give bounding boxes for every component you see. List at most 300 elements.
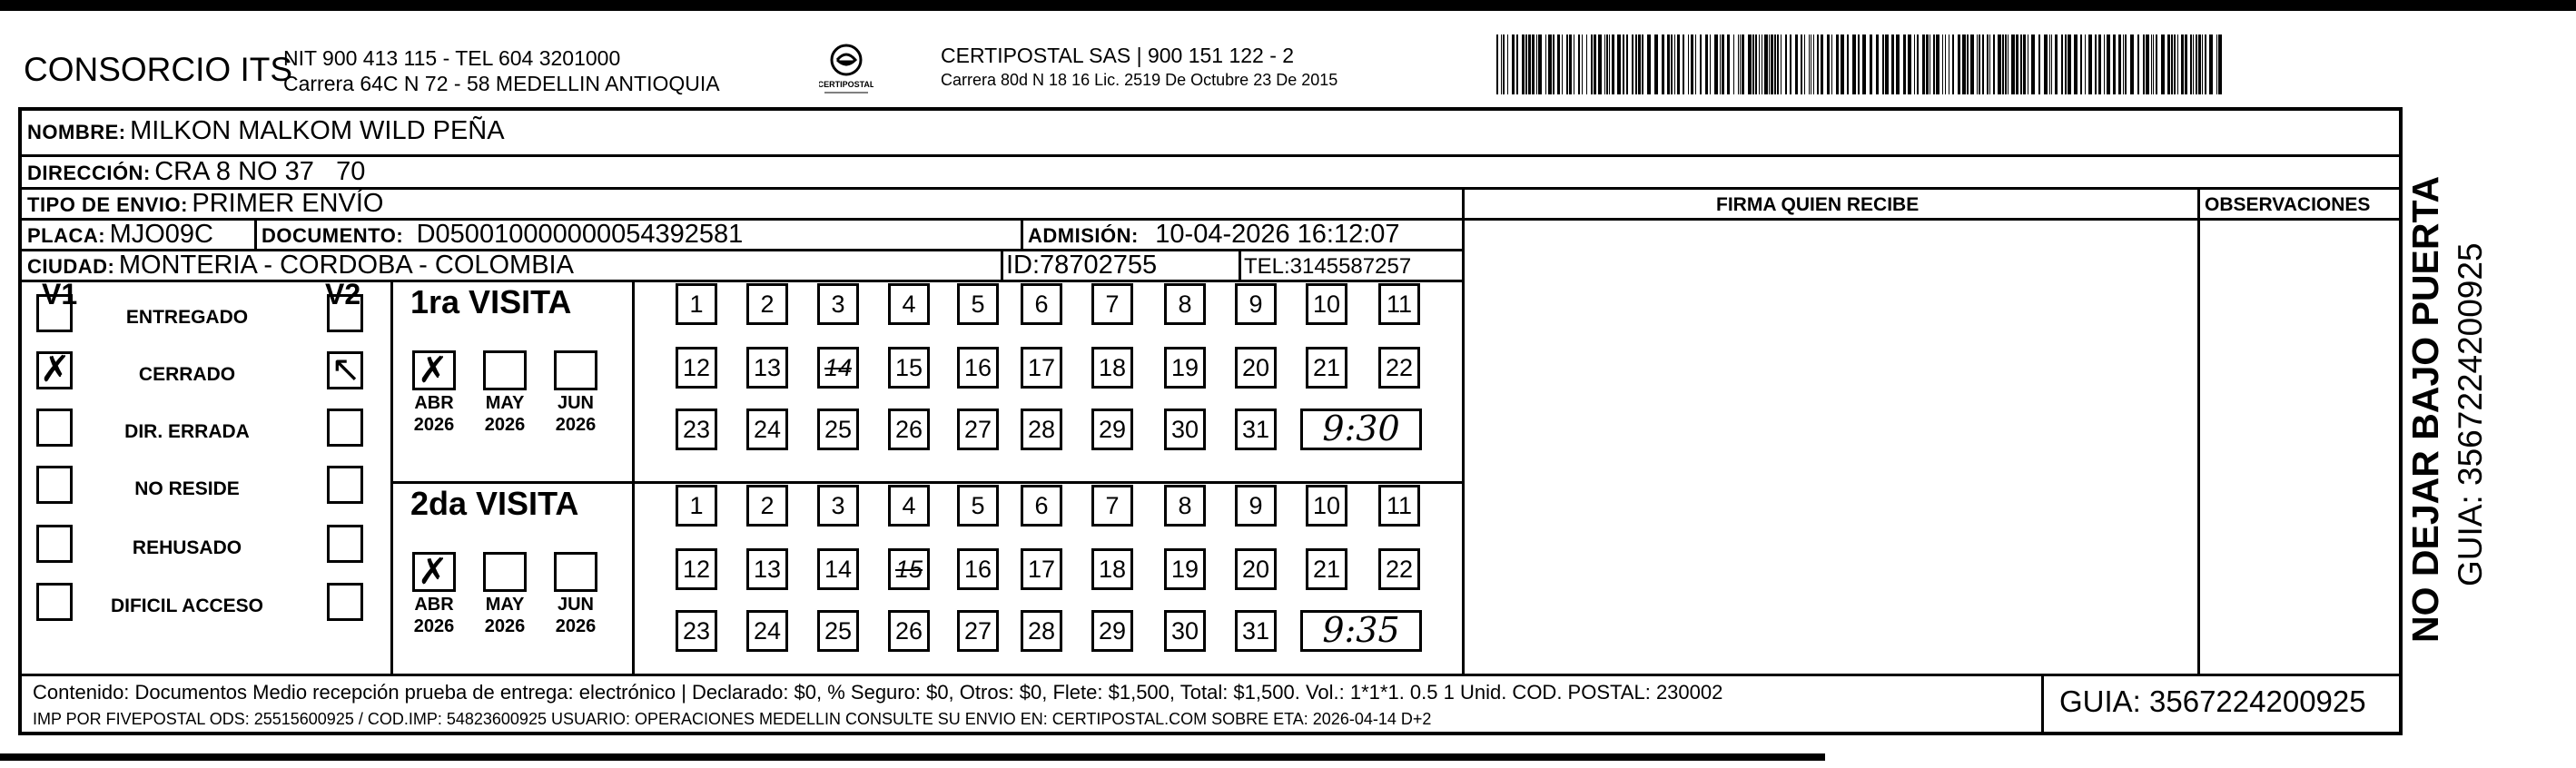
barcode-bar bbox=[1740, 34, 1741, 94]
day-box[interactable]: 19 bbox=[1164, 347, 1206, 389]
barcode-bar bbox=[1733, 34, 1734, 94]
barcode-bar bbox=[1516, 34, 1518, 94]
ciudad-label: CIUDAD: bbox=[27, 255, 115, 278]
barcode-bar bbox=[1958, 34, 1960, 94]
barcode-bar bbox=[1764, 34, 1768, 94]
barcode-bar bbox=[1594, 34, 1596, 94]
barcode-bar bbox=[1569, 34, 1572, 94]
documento-field bbox=[262, 220, 743, 250]
barcode-bar bbox=[1962, 34, 1966, 94]
barcode-bar bbox=[1545, 34, 1546, 94]
month-label bbox=[407, 392, 461, 436]
day-box[interactable]: 28 bbox=[1021, 409, 1062, 450]
barcode-bar bbox=[1908, 34, 1911, 94]
day-box[interactable]: 20 bbox=[1235, 548, 1277, 590]
v2-checkbox[interactable] bbox=[327, 583, 363, 621]
barcode-bar bbox=[1582, 34, 1583, 94]
direccion-label: DIRECCIÓN: bbox=[27, 162, 151, 184]
tipo-envio-label: TIPO DE ENVIO: bbox=[27, 193, 188, 216]
day-box[interactable]: 19 bbox=[1164, 548, 1206, 590]
barcode-bar bbox=[1667, 34, 1670, 94]
barcode-bar bbox=[1662, 34, 1664, 94]
day-box[interactable]: 3 bbox=[817, 485, 859, 527]
certipostal-line2: Carrera 80d N 18 16 Lic. 2519 De Octubre 23 De 2015 bbox=[941, 71, 1338, 89]
barcode-bar bbox=[1742, 34, 1744, 94]
certipostal-logo bbox=[819, 42, 873, 98]
barcode-bar bbox=[1562, 34, 1563, 94]
barcode-bar bbox=[2125, 34, 2127, 94]
barcode-bar bbox=[1922, 34, 1925, 94]
day-box[interactable]: 21 bbox=[1306, 548, 1347, 590]
cell-divider bbox=[254, 218, 257, 249]
barcode-bar bbox=[2088, 34, 2092, 94]
barcode-bar bbox=[1979, 34, 1980, 94]
month-label bbox=[407, 594, 461, 637]
status-label: NO RESIDE bbox=[134, 478, 240, 499]
month-name: MAY bbox=[485, 393, 525, 413]
visit-title: 1ra VISITA bbox=[410, 283, 572, 320]
day-box[interactable]: 23 bbox=[676, 610, 717, 652]
barcode-bar bbox=[2002, 34, 2004, 94]
barcode-bar bbox=[1654, 34, 1658, 94]
v2-cerrado-mark: ↖ bbox=[331, 349, 361, 390]
barcode-bar bbox=[1795, 34, 1798, 94]
month-year: 2026 bbox=[555, 415, 597, 435]
month-name: JUN bbox=[557, 393, 594, 413]
month-label bbox=[478, 392, 532, 436]
barcode-bar bbox=[2074, 34, 2078, 94]
barcode-bar bbox=[1591, 34, 1593, 94]
barcode-bar bbox=[1933, 34, 1935, 94]
visit-time: 9:30 bbox=[1300, 409, 1422, 450]
day-box[interactable]: 4 bbox=[888, 485, 930, 527]
barcode-bar bbox=[2095, 34, 2097, 94]
barcode-bar bbox=[1695, 34, 1696, 94]
barcode-bar bbox=[1738, 34, 1739, 94]
v2-header: V2 bbox=[325, 278, 361, 310]
day-box[interactable]: 1 bbox=[676, 485, 717, 527]
admision-value: 10-04-2026 16:12:07 bbox=[1155, 220, 1400, 249]
barcode-bar bbox=[1891, 34, 1894, 94]
day-box[interactable]: 10 bbox=[1306, 485, 1347, 527]
barcode-bar bbox=[1503, 34, 1505, 94]
company-info bbox=[283, 45, 720, 96]
barcode-bar bbox=[1705, 34, 1708, 94]
documento-value: D050010000000054392581 bbox=[416, 220, 744, 249]
bottom-border-bar bbox=[0, 753, 1825, 761]
barcode-bar bbox=[1852, 34, 1856, 94]
day-box[interactable]: 27 bbox=[957, 610, 999, 652]
status-divider bbox=[390, 280, 393, 674]
month-checkbox[interactable] bbox=[554, 552, 597, 592]
barcode-bar bbox=[1677, 34, 1680, 94]
barcode-bar bbox=[1748, 34, 1752, 94]
barcode-bar bbox=[2153, 34, 2154, 94]
barcode-bar bbox=[2181, 34, 2184, 94]
barcode-bar bbox=[1683, 34, 1684, 94]
status-label: CERRADO bbox=[138, 364, 236, 385]
day-box[interactable]: 2 bbox=[746, 485, 788, 527]
barcode-bar bbox=[1858, 34, 1860, 94]
barcode-bar bbox=[1720, 34, 1721, 94]
barcode-bar bbox=[2209, 34, 2213, 94]
barcode-bar bbox=[1755, 34, 1757, 94]
barcode-bar bbox=[1777, 34, 1779, 94]
barcode-bar bbox=[1862, 34, 1866, 94]
barcode-bar bbox=[2038, 34, 2040, 94]
tipo-envio-value: PRIMER ENVÍO bbox=[192, 189, 384, 218]
month-label bbox=[548, 392, 603, 436]
barcode-bar bbox=[1598, 34, 1602, 94]
barcode-bar bbox=[2107, 34, 2110, 94]
day-box[interactable]: 24 bbox=[746, 610, 788, 652]
day-box[interactable]: 25 bbox=[817, 409, 859, 450]
barcode-bar bbox=[1977, 34, 1978, 94]
footer-guia: GUIA: 3567224200925 bbox=[2059, 684, 2366, 718]
barcode-bar bbox=[2023, 34, 2026, 94]
barcode-bar bbox=[2198, 34, 2201, 94]
barcode-bar bbox=[2118, 34, 2121, 94]
col-divider bbox=[2197, 187, 2200, 674]
barcode-bar bbox=[1507, 34, 1508, 94]
placa-label: PLACA: bbox=[27, 224, 106, 247]
barcode-bar bbox=[1817, 34, 1819, 94]
month-checkbox[interactable] bbox=[483, 552, 527, 592]
barcode-bar bbox=[1841, 34, 1844, 94]
month-label bbox=[548, 594, 603, 637]
day-box[interactable]: 18 bbox=[1091, 548, 1133, 590]
nit-line: NIT 900 413 115 - TEL 604 3201000 bbox=[283, 46, 621, 70]
barcode-bar bbox=[1952, 34, 1954, 94]
v2-checkbox[interactable] bbox=[327, 466, 363, 504]
cell-divider bbox=[1239, 249, 1241, 280]
placa-field bbox=[27, 220, 213, 250]
barcode-bar bbox=[1532, 34, 1535, 94]
barcode-bar bbox=[1771, 34, 1773, 94]
id-value: ID:78702755 bbox=[1006, 251, 1158, 280]
barcode-bar bbox=[1612, 34, 1614, 94]
day-box[interactable]: 17 bbox=[1021, 347, 1062, 389]
barcode-bar bbox=[1785, 34, 1787, 94]
firma-header: FIRMA QUIEN RECIBE bbox=[1716, 194, 1920, 215]
row-divider bbox=[1462, 218, 2399, 221]
top-border-bar bbox=[0, 0, 2576, 11]
barcode-bar bbox=[1727, 34, 1730, 94]
barcode-bar bbox=[1557, 34, 1560, 94]
barcode-bar bbox=[1528, 34, 1531, 94]
barcode-bar bbox=[1769, 34, 1770, 94]
barcode-bar bbox=[1945, 34, 1946, 94]
barcode-bar bbox=[2130, 34, 2134, 94]
placa-value: MJO09C bbox=[109, 220, 213, 249]
barcode-bar bbox=[1700, 34, 1702, 94]
day-box[interactable]: 31 bbox=[1235, 610, 1277, 652]
month-year: 2026 bbox=[484, 616, 526, 636]
month-mark: ✗ bbox=[418, 350, 449, 391]
barcode-bar bbox=[1606, 34, 1608, 94]
documento-label: DOCUMENTO: bbox=[262, 224, 404, 247]
day-box[interactable]: 15 bbox=[888, 347, 930, 389]
barcode-bar bbox=[1821, 34, 1823, 94]
direccion-field bbox=[27, 157, 365, 187]
row-divider bbox=[22, 154, 2399, 157]
barcode-bar bbox=[1688, 34, 1689, 94]
barcode-bar bbox=[1671, 34, 1673, 94]
barcode-bar bbox=[1635, 34, 1637, 94]
day-box[interactable]: 6 bbox=[1021, 485, 1062, 527]
barcode-bar bbox=[2161, 34, 2165, 94]
barcode-bar bbox=[2065, 34, 2067, 94]
day-box[interactable]: 25 bbox=[817, 610, 859, 652]
barcode-bar bbox=[2055, 34, 2058, 94]
barcode-bar bbox=[2005, 34, 2007, 94]
day-box[interactable]: 13 bbox=[746, 548, 788, 590]
nombre-value: MILKON MALKOM WILD PEÑA bbox=[130, 116, 505, 145]
day-box[interactable]: 4 bbox=[888, 283, 930, 325]
barcode-bar bbox=[2151, 34, 2152, 94]
barcode-bar bbox=[1525, 34, 1527, 94]
day-box[interactable]: 8 bbox=[1164, 485, 1206, 527]
status-label: ENTREGADO bbox=[125, 307, 249, 328]
barcode-bar bbox=[1638, 34, 1641, 94]
barcode-bar bbox=[1522, 34, 1525, 94]
barcode-bar bbox=[1831, 34, 1832, 94]
barcode-bar bbox=[1548, 34, 1552, 94]
barcode-bar bbox=[1538, 34, 1542, 94]
barcode-bar bbox=[1496, 34, 1498, 94]
day-box[interactable]: 5 bbox=[957, 283, 999, 325]
barcode-bar bbox=[1836, 34, 1839, 94]
barcode-bar bbox=[1942, 34, 1943, 94]
visit-time: 9:35 bbox=[1300, 610, 1422, 652]
barcode-bar bbox=[1790, 34, 1791, 94]
tel-value: TEL:3145587257 bbox=[1244, 254, 1412, 279]
day-box[interactable]: 12 bbox=[676, 548, 717, 590]
day-box[interactable]: 11 bbox=[1378, 485, 1420, 527]
barcode-bar bbox=[1914, 34, 1915, 94]
nombre-label: NOMBRE: bbox=[27, 121, 126, 143]
barcode-bar bbox=[1626, 34, 1628, 94]
day-box[interactable]: 8 bbox=[1164, 283, 1206, 325]
barcode-bar bbox=[2218, 34, 2222, 94]
day-box[interactable]: 9 bbox=[1235, 283, 1277, 325]
footer-print-line: IMP POR FIVEPOSTAL ODS: 25515600925 / COD.IMP: 54823600925 USUARIO: OPERACIONES MEDELLIN CONSULTE SU ENVIO EN: CERTIPOSTAL.COM SOBRE ETA: 2026-04-14 D+2 bbox=[33, 710, 1432, 728]
admision-label: ADMISIÓN: bbox=[1028, 224, 1139, 247]
month-label bbox=[478, 594, 532, 637]
barcode-bar bbox=[2143, 34, 2145, 94]
barcode-bar bbox=[1989, 34, 1990, 94]
day-box[interactable]: 14 bbox=[817, 347, 859, 389]
month-name: JUN bbox=[557, 595, 594, 615]
barcode-bar bbox=[2011, 34, 2015, 94]
direccion-value: CRA 8 NO 37 70 bbox=[154, 157, 366, 186]
month-year: 2026 bbox=[555, 616, 597, 636]
day-box[interactable]: 18 bbox=[1091, 347, 1133, 389]
status-label: DIR. ERRADA bbox=[124, 421, 250, 442]
barcode-bar bbox=[1714, 34, 1718, 94]
barcode-bar bbox=[1896, 34, 1900, 94]
barcode-bar bbox=[2051, 34, 2052, 94]
day-box[interactable]: 20 bbox=[1235, 347, 1277, 389]
barcode-bar bbox=[2098, 34, 2101, 94]
day-box[interactable]: 7 bbox=[1091, 283, 1133, 325]
barcode-bar bbox=[1804, 34, 1805, 94]
month-mark: ✗ bbox=[418, 551, 449, 593]
barcode-bar bbox=[2104, 34, 2105, 94]
barcode-bar bbox=[1987, 34, 1989, 94]
v1-header: V1 bbox=[42, 278, 78, 310]
admision-field bbox=[1028, 220, 1400, 250]
day-box[interactable]: 2 bbox=[746, 283, 788, 325]
barcode-bar bbox=[2177, 34, 2178, 94]
barcode-bar bbox=[2146, 34, 2149, 94]
month-name: ABR bbox=[414, 595, 454, 615]
barcode-bar bbox=[1970, 34, 1974, 94]
barcode-bar bbox=[2193, 34, 2194, 94]
month-year: 2026 bbox=[413, 415, 455, 435]
day-box[interactable]: 29 bbox=[1091, 409, 1133, 450]
cell-divider bbox=[1021, 218, 1023, 249]
barcode-bar bbox=[1801, 34, 1802, 94]
day-box[interactable]: 5 bbox=[957, 485, 999, 527]
barcode-bar bbox=[2016, 34, 2018, 94]
company-name: CONSORCIO ITS bbox=[24, 51, 293, 88]
barcode-bar bbox=[2123, 34, 2124, 94]
day-box[interactable]: 17 bbox=[1021, 548, 1062, 590]
observaciones-header: OBSERVACIONES bbox=[2205, 194, 2371, 215]
day-box[interactable]: 15 bbox=[888, 548, 930, 590]
visit-title: 2da VISITA bbox=[410, 485, 579, 522]
certipostal-info bbox=[941, 44, 1337, 93]
day-box[interactable]: 30 bbox=[1164, 610, 1206, 652]
month-year: 2026 bbox=[413, 616, 455, 636]
barcode-bar bbox=[1967, 34, 1969, 94]
barcode-bar bbox=[2185, 34, 2187, 94]
side-warning: NO DEJAR BAJO PUERTA bbox=[2404, 175, 2446, 643]
month-checkbox[interactable] bbox=[483, 350, 527, 390]
barcode-bar bbox=[1827, 34, 1830, 94]
day-box[interactable]: 3 bbox=[817, 283, 859, 325]
barcode-bar bbox=[2031, 34, 2035, 94]
barcode-bar bbox=[1936, 34, 1939, 94]
barcode-bar bbox=[1647, 34, 1651, 94]
day-box[interactable]: 11 bbox=[1378, 283, 1420, 325]
barcode-bar bbox=[2085, 34, 2086, 94]
col-divider bbox=[1462, 187, 1465, 674]
barcode-bar bbox=[1536, 34, 1537, 94]
day-box[interactable]: 30 bbox=[1164, 409, 1206, 450]
barcode-bar bbox=[1926, 34, 1929, 94]
month-year: 2026 bbox=[484, 415, 526, 435]
v2-checkbox[interactable] bbox=[327, 409, 363, 447]
month-name: MAY bbox=[485, 595, 525, 615]
barcode-bar bbox=[2196, 34, 2197, 94]
day-box[interactable]: 26 bbox=[888, 610, 930, 652]
day-box[interactable]: 6 bbox=[1021, 283, 1062, 325]
status-label: REHUSADO bbox=[132, 537, 242, 558]
barcode-bar bbox=[1917, 34, 1919, 94]
barcode-bar bbox=[1752, 34, 1754, 94]
v2-checkbox[interactable] bbox=[327, 525, 363, 563]
day-box[interactable]: 9 bbox=[1235, 485, 1277, 527]
barcode-bar bbox=[1617, 34, 1621, 94]
certipostal-line1: CERTIPOSTAL SAS | 900 151 122 - 2 bbox=[941, 44, 1295, 67]
barcode-bar bbox=[2174, 34, 2176, 94]
day-box[interactable]: 22 bbox=[1378, 347, 1420, 389]
barcode-bar bbox=[1982, 34, 1984, 94]
day-box[interactable]: 26 bbox=[888, 409, 930, 450]
ciudad-field bbox=[27, 251, 574, 281]
barcode-bar bbox=[1882, 34, 1884, 94]
barcode-bar bbox=[1809, 34, 1810, 94]
day-box[interactable]: 16 bbox=[957, 548, 999, 590]
day-box[interactable]: 21 bbox=[1306, 347, 1347, 389]
footer-content-line: Contenido: Documentos Medio recepción prueba de entrega: electrónico | Declarado: $0, % Seguro: $0, Otros: $0, Flete: $1,500, Total: $1,500. Vol.: 1*1*1. 0.5 1 Unid. COD. POSTAL: 230002 bbox=[33, 681, 1723, 704]
barcode-bar bbox=[2068, 34, 2071, 94]
barcode-bar bbox=[1674, 34, 1675, 94]
barcode-bar bbox=[2216, 34, 2217, 94]
day-box[interactable]: 28 bbox=[1021, 610, 1062, 652]
day-box[interactable]: 14 bbox=[817, 548, 859, 590]
day-box[interactable]: 12 bbox=[676, 347, 717, 389]
barcode-bar bbox=[1501, 34, 1502, 94]
barcode-bar bbox=[2061, 34, 2063, 94]
barcode-bar bbox=[1566, 34, 1568, 94]
nombre-field bbox=[27, 116, 505, 146]
barcode-bar bbox=[1578, 34, 1580, 94]
month-checkbox[interactable] bbox=[554, 350, 597, 390]
day-box[interactable]: 24 bbox=[746, 409, 788, 450]
day-box[interactable]: 16 bbox=[957, 347, 999, 389]
barcode-bar bbox=[1722, 34, 1724, 94]
visit-divider bbox=[390, 481, 1462, 484]
footer-guia-divider bbox=[2041, 674, 2044, 735]
barcode-bar bbox=[1885, 34, 1889, 94]
barcode-bar bbox=[1998, 34, 2001, 94]
day-box[interactable]: 10 bbox=[1306, 283, 1347, 325]
barcode-bar bbox=[2137, 34, 2139, 94]
day-box[interactable]: 23 bbox=[676, 409, 717, 450]
day-box[interactable]: 13 bbox=[746, 347, 788, 389]
day-box[interactable]: 7 bbox=[1091, 485, 1133, 527]
ciudad-value: MONTERIA - CORDOBA - COLOMBIA bbox=[118, 251, 574, 280]
day-box[interactable]: 29 bbox=[1091, 610, 1133, 652]
v1-cerrado-mark: ✗ bbox=[40, 349, 71, 390]
barcode-bar bbox=[2202, 34, 2203, 94]
month-name: ABR bbox=[414, 393, 454, 413]
barcode-bar bbox=[1586, 34, 1587, 94]
day-box[interactable]: 1 bbox=[676, 283, 717, 325]
barcode-bar bbox=[1512, 34, 1515, 94]
address-line: Carrera 64C N 72 - 58 MEDELLIN ANTIOQUIA bbox=[283, 72, 720, 95]
barcode bbox=[1496, 34, 2223, 94]
barcode-bar bbox=[2049, 34, 2050, 94]
v2-checkbox[interactable] bbox=[327, 294, 363, 332]
side-guia: GUIA: 3567224200925 bbox=[2452, 242, 2489, 586]
day-box[interactable]: 27 bbox=[957, 409, 999, 450]
barcode-bar bbox=[2190, 34, 2192, 94]
barcode-bar bbox=[1553, 34, 1554, 94]
barcode-bar bbox=[2080, 34, 2082, 94]
barcode-bar bbox=[1993, 34, 1995, 94]
barcode-bar bbox=[2020, 34, 2022, 94]
months-divider bbox=[632, 280, 635, 674]
day-box[interactable]: 22 bbox=[1378, 548, 1420, 590]
certipostal-logo-text: CERTIPOSTAL bbox=[819, 80, 873, 89]
barcode-bar bbox=[1774, 34, 1776, 94]
day-box[interactable]: 31 bbox=[1235, 409, 1277, 450]
barcode-bar bbox=[1604, 34, 1605, 94]
